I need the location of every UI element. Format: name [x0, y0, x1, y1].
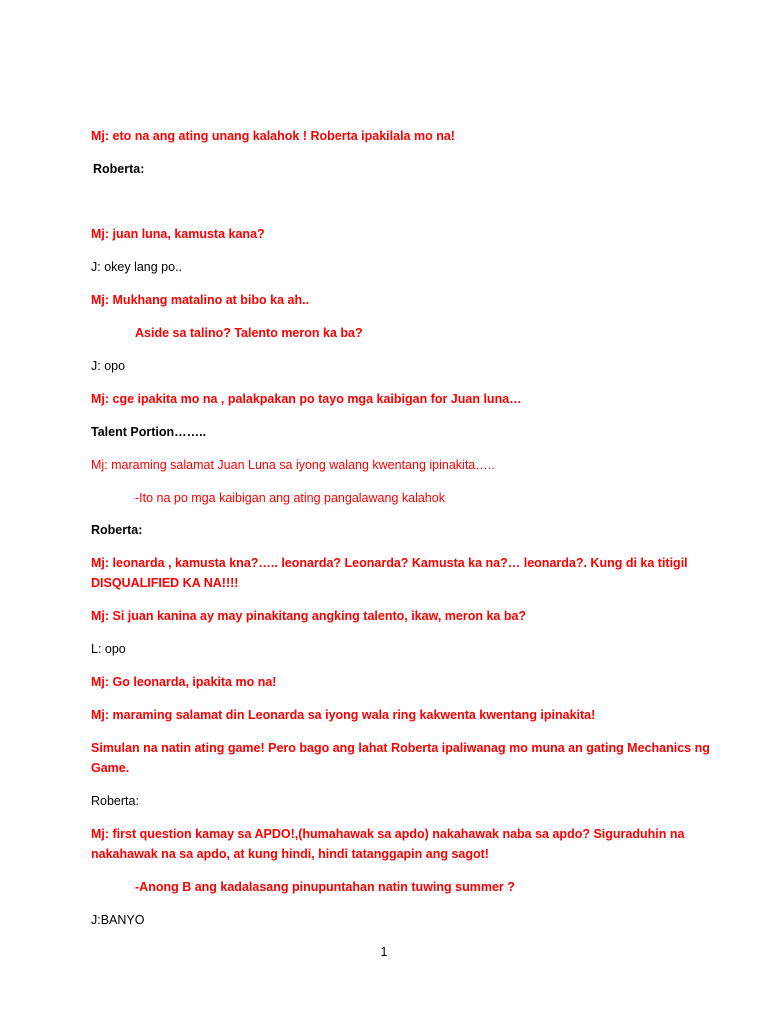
- page-number: 1: [380, 945, 388, 959]
- dialogue-line: -Ito na po mga kaibigan ang ating pangalawang kalahok: [135, 491, 445, 505]
- dialogue-line: Mj: eto na ang ating unang kalahok ! Roberta ipakilala mo na!: [91, 129, 455, 143]
- dialogue-line: -Anong B ang kadalasang pinupuntahan natin tuwing summer ?: [135, 880, 515, 894]
- dialogue-line: Aside sa talino? Talento meron ka ba?: [135, 326, 363, 340]
- dialogue-line: Mj: Go leonarda, ipakita mo na!: [91, 675, 277, 689]
- dialogue-line: Mj: maraming salamat Juan Luna sa iyong walang kwentang ipinakita…..: [91, 458, 495, 472]
- speaker-line: Roberta:: [91, 794, 139, 808]
- speaker-line: Roberta:: [93, 162, 145, 176]
- dialogue-line: Mj: first question kamay sa APDO!,(humahawak sa apdo) nakahawak naba sa apdo? Siguraduhin na nakahawak na sa apdo, at kung hindi, hindi tatanggapin ang sagot!: [91, 827, 685, 861]
- dialogue-line: Simulan na natin ating game! Pero bago ang lahat Roberta ipaliwanag mo muna an gating Mechanics ng Game.: [91, 741, 710, 775]
- dialogue-line: J: okey lang po..: [91, 260, 183, 274]
- dialogue-line: Mj: juan luna, kamusta kana?: [91, 227, 265, 241]
- dialogue-line: L: opo: [91, 642, 126, 656]
- dialogue-line: J: opo: [91, 359, 126, 373]
- dialogue-line: Mj: leonarda , kamusta kna?….. leonarda? Leonarda? Kamusta ka na?… leonarda?. Kung di ka titigil DISQUALIFIED KA NA!!!!: [91, 556, 688, 590]
- dialogue-line: Mj: maraming salamat din Leonarda sa iyong wala ring kakwenta kwentang ipinakita!: [91, 708, 596, 722]
- dialogue-line: J:BANYO: [91, 913, 145, 927]
- speaker-line: Roberta:: [91, 523, 143, 537]
- dialogue-line: Mj: Si juan kanina ay may pinakitang angking talento, ikaw, meron ka ba?: [91, 609, 527, 623]
- dialogue-line: Mj: Mukhang matalino at bibo ka ah..: [91, 293, 310, 307]
- dialogue-line: Mj: cge ipakita mo na , palakpakan po tayo mga kaibigan for Juan luna…: [91, 392, 522, 406]
- section-heading: Talent Portion……..: [91, 425, 207, 439]
